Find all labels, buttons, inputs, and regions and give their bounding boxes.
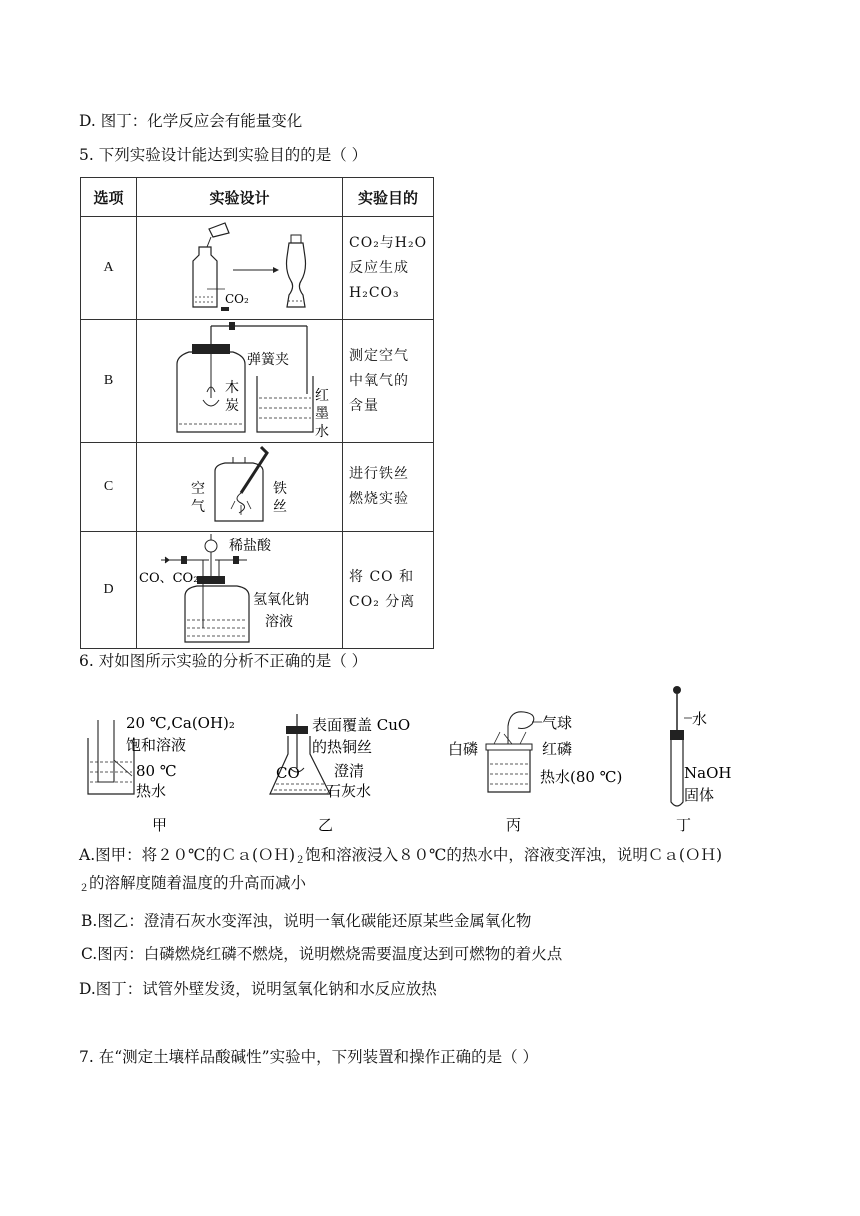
q6-option-c: C.图丙：白磷燃烧红磷不燃烧，说明燃烧需要温度达到可燃物的着火点 bbox=[81, 945, 563, 963]
row-c-aim: 进行铁丝 燃烧实验 bbox=[343, 443, 434, 532]
row-b-figure bbox=[137, 320, 343, 443]
charcoal-label-1: 木 bbox=[225, 380, 239, 396]
header-design: 实验设计 bbox=[137, 178, 343, 217]
row-d-aim: 将 CO 和 CO₂ 分离 bbox=[343, 532, 434, 649]
jia-label-1: 20 ℃,Ca(OH)₂ bbox=[126, 714, 235, 732]
fig-yi bbox=[270, 714, 410, 834]
header-aim: 实验目的 bbox=[343, 178, 434, 217]
yi-caption: 乙 bbox=[318, 816, 334, 834]
yi-label-2: 的热铜丝 bbox=[312, 738, 373, 756]
yi-label-3: CO bbox=[276, 764, 300, 782]
ink-label-1: 红 bbox=[315, 388, 329, 404]
co2-label: CO₂ bbox=[225, 292, 249, 306]
jia-label-2: 饱和溶液 bbox=[126, 736, 187, 754]
bing-label-1: 气球 bbox=[542, 714, 573, 732]
bing-label-4: 热水(80 ℃) bbox=[540, 768, 623, 786]
row-b-option: B bbox=[81, 320, 137, 443]
fig-jia bbox=[88, 714, 235, 834]
air-label-1: 空 bbox=[191, 481, 205, 497]
ding-label-3: 固体 bbox=[684, 786, 715, 804]
iron-label-2: 丝 bbox=[273, 499, 287, 515]
charcoal-label-2: 炭 bbox=[225, 398, 239, 414]
ink-label-2: 墨 bbox=[315, 406, 329, 422]
bing-label-2: 白磷 bbox=[448, 740, 479, 758]
jia-label-3: 80 ℃ bbox=[136, 762, 177, 780]
row-c-figure bbox=[137, 443, 343, 532]
q4-option-d: D. 图丁：化学反应会有能量变化 bbox=[79, 112, 303, 130]
q6-option-b: B.图乙：澄清石灰水变浑浊，说明一氧化碳能还原某些金属氧化物 bbox=[81, 912, 532, 930]
q5-table bbox=[80, 177, 434, 649]
iron-label-1: 铁 bbox=[273, 481, 287, 497]
yi-label-5: 石灰水 bbox=[326, 782, 372, 800]
q6-option-a-cont: $_2$的溶解度随着温度的升高而减小 bbox=[79, 874, 307, 894]
q6-figures bbox=[80, 684, 780, 834]
q6-option-d: D.图丁：试管外壁发烫，说明氢氧化钠和水反应放热 bbox=[79, 980, 437, 998]
row-c-option: C bbox=[81, 443, 137, 532]
row-a-aim: CO₂与H₂O 反应生成 H₂CO₃ bbox=[343, 217, 434, 320]
jia-label-4: 热水 bbox=[136, 782, 167, 800]
jia-caption: 甲 bbox=[152, 816, 168, 834]
yi-label-1: 表面覆盖 CuO bbox=[312, 716, 411, 734]
naoh-label: 氢氧化钠 bbox=[253, 592, 309, 608]
ink-label-3: 水 bbox=[315, 424, 329, 438]
clamp-label: 弹簧夹 bbox=[247, 352, 289, 368]
solution-label: 溶液 bbox=[265, 614, 293, 630]
header-option: 选项 bbox=[81, 178, 137, 217]
q7-stem: 7. 在“测定土壤样品酸碱性”实验中，下列装置和操作正确的是（ ） bbox=[79, 1048, 538, 1066]
row-a-option: A bbox=[81, 217, 137, 320]
q6-option-a: A.图甲：将２０℃的$Ca(OH)_2$饱和溶液浸入８０℃的热水中，溶液变浑浊，说明Ｃａ(ＯＨ) bbox=[79, 846, 722, 866]
hcl-label: 稀盐酸 bbox=[229, 538, 271, 554]
row-d-option: D bbox=[81, 532, 137, 649]
yi-label-4: 澄清 bbox=[334, 762, 365, 780]
q6-stem: 6. 对如图所示实验的分析不正确的是（ ） bbox=[79, 652, 368, 670]
row-d-figure bbox=[137, 532, 343, 649]
ding-label-1: 水 bbox=[692, 710, 708, 728]
fig-ding bbox=[670, 686, 731, 834]
fig-bing bbox=[448, 712, 622, 834]
row-b-aim: 测定空气 中氧气的 含量 bbox=[343, 320, 434, 443]
row-a-figure bbox=[137, 217, 343, 320]
bing-caption: 丙 bbox=[506, 816, 522, 834]
gas-mix-label: CO、CO₂ bbox=[139, 571, 199, 586]
air-label-2: 气 bbox=[191, 499, 205, 515]
ding-label-2: NaOH bbox=[684, 764, 732, 782]
bing-label-3: 红磷 bbox=[542, 740, 573, 758]
q5-stem: 5. 下列实验设计能达到实验目的的是（ ） bbox=[79, 146, 368, 164]
ding-caption: 丁 bbox=[676, 816, 692, 834]
